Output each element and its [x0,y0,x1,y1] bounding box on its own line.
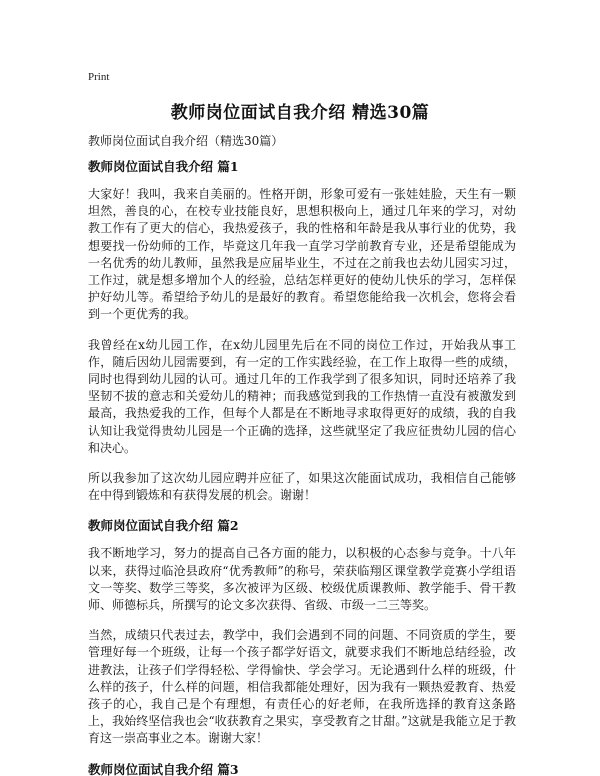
paragraph: 所以我参加了这次幼儿园应聘并应征了，如果这次能面试成功，我相信自己能够在中得到锻炼和有获得发展的机会。谢谢！ [88,471,516,503]
print-link[interactable]: Print [88,71,110,83]
paragraph: 我不断地学习，努力的提高自己各方面的能力，以积极的心态参与竞争。十八年以来，获得过临沧县政府“优秀教师”的称号，荣获临翔区课堂教学竞赛小学组语文一等奖、数学三等奖，多次被评为区级、校级优质课教师、教学能手、骨干教师、师德标兵，所撰写的论文多次获得、省级、市级一二三等奖。 [88,546,516,613]
document-subtitle: 教师岗位面试自我介绍（精选30篇） [88,134,284,148]
paragraph: 大家好！我叫，我来自美丽的。性格开朗，形象可爱有一张娃娃脸，天生有一颗坦然，善良的心，在校专业技能良好，思想积极向上，通过几年来的学习，对幼教工作有了更大的信心，我热爱孩子，我的性格和年龄是我从事行业的优势，我想要找一份幼师的工作，毕竟这几年我一直学习学前教育专业，还是希望能成为一名优秀的幼儿教师，虽然我是应届毕业生，不过在之前我也去幼儿园实习过，工作过，就是想多增加个人的经验，总结怎样更好的使幼儿快乐的学习，怎样保护好幼儿等。希望给予幼儿的是最好的教育。希望您能给我一次机会，您将会看到一个更优秀的我。 [88,187,516,322]
paragraph: 我曾经在x幼儿园工作，在x幼儿园里先后在不同的岗位工作过，开始我从事工作，随后因幼儿园需要到，有一定的工作实践经验，在工作上取得一些的成绩，同时也得到幼儿园的认可。通过几年的工作我学到了很多知识，同时还培养了我坚韧不拔的意志和关爱幼儿的精神；而我感觉到我的工作热情一直没有被激发到最高，我热爱我的工作，但每个人都是在不断地寻求取得更好的成绩，我的自我认知让我觉得贵幼儿园是一个正确的选择，这些就坚定了我应征贵幼儿园的信心和决心。 [88,337,516,455]
document-body [88,158,516,776]
section-3 [88,761,516,776]
section-1 [88,158,516,504]
section-heading: 教师岗位面试自我介绍 篇1 [88,159,239,174]
section-2 [88,517,516,747]
section-heading: 教师岗位面试自我介绍 篇2 [88,518,239,534]
page-title: 教师岗位面试自我介绍 精选30篇 [170,103,430,123]
paragraph: 当然，成绩只代表过去，教学中，我们会遇到不同的问题、不同资质的学生，要管理好每一个班级，让每一个孩子都学好语文，就要求我们不断地总结经验，改进教法，让孩子们学得轻松、学得愉快、学会学习。无论遇到什么样的班级，什么样的孩子，什么样的问题，相信我都能处理好，因为我有一颗热爱教育、热爱孩子的心，我自己是个有理想，有责任心的好老师，在我所选择的教育这条路上，我始终坚信我也会“收获教育之果实，享受教育之甘甜。”这就是我能立足于教育这一崇高事业之本。谢谢大家！ [88,628,516,746]
section-heading: 教师岗位面试自我介绍 篇3 [88,761,239,776]
